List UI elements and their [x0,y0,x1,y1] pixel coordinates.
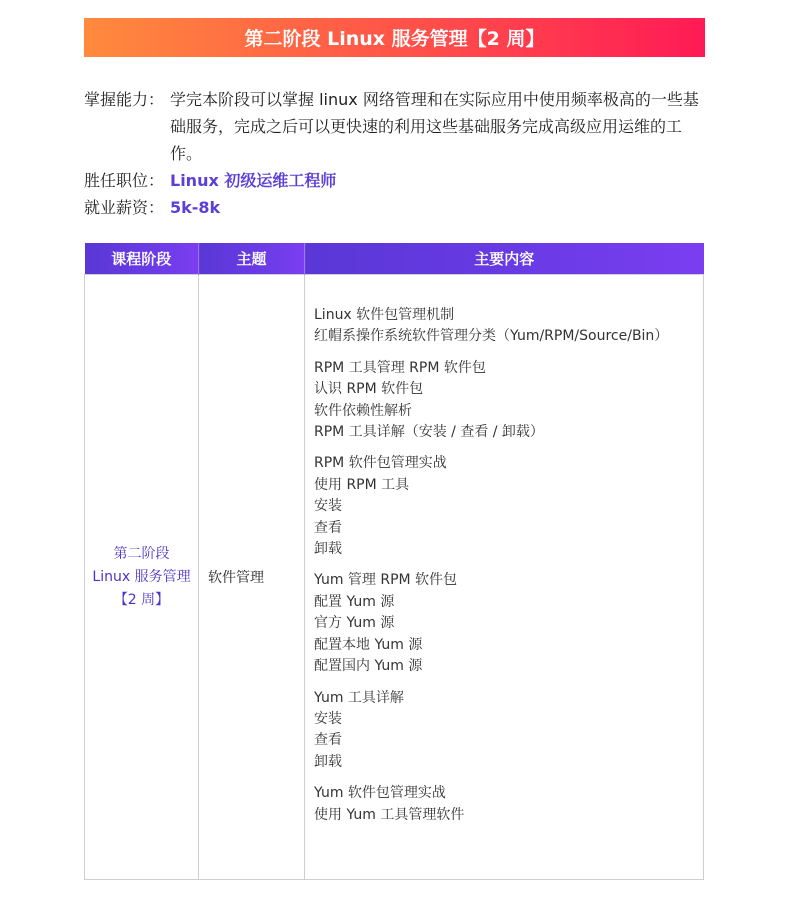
content-group [314,783,703,826]
content-line: Linux 软件包管理机制 [314,307,455,323]
table-row [85,275,704,880]
content-group [314,453,703,560]
content-line: RPM 工具管理 RPM 软件包 [314,359,486,376]
table-header-row [85,243,704,275]
content-line: 安装 [314,710,342,727]
content-line: 官方 Yum 源 [314,615,395,632]
salary-value: 5k-8k [170,198,221,217]
content-line: Yum 工具详解 [314,689,404,706]
ability-row [84,86,706,167]
position-label: 胜任职位： [84,171,165,190]
ability-label: 掌握能力： [84,90,165,109]
content-cell [305,275,704,880]
content-line: RPM 工具详解（安装 / 查看 / 卸载） [314,424,544,441]
content-line: 配置本地 Yum 源 [314,636,423,653]
position-value: Linux 初级运维工程师 [170,171,337,190]
content-line: 使用 RPM 工具 [314,476,410,493]
ability-text: 学完本阶段可以掌握 linux 网络管理和在实际应用中使用频率极高的一些基础服务，完成之后可以更快速的利用这些基础服务完成高级应用运维的工作。 [170,90,699,163]
content-group [314,570,703,677]
salary-row [84,194,706,221]
content-group [314,358,703,444]
content-line: 查看 [314,732,342,749]
content-line: 查看 [314,519,342,536]
topic-cell: 软件管理 [199,275,305,880]
content-group [314,688,703,774]
content-line: 红帽系操作系统软件管理分类（Yum/RPM/Source/Bin） [314,328,669,345]
content-line: 卸载 [314,541,342,558]
stage-banner [84,18,705,57]
info-section [84,86,706,221]
content-line: 使用 Yum 工具管理软件 [314,806,465,823]
stage-line: 第二阶段 [113,545,170,562]
stage-banner-title: 第二阶段 Linux 服务管理【2 周】 [244,28,545,50]
stage-cell [85,275,199,880]
content-line: Yum 管理 RPM 软件包 [314,572,458,589]
curriculum-table [84,243,704,880]
salary-label: 就业薪资： [84,198,165,217]
content-line: 配置国内 Yum 源 [314,658,423,675]
content-line: 安装 [314,498,342,515]
content-line: 认识 RPM 软件包 [314,381,424,398]
header-content: 主要内容 [305,243,704,275]
content-line: 软件依赖性解析 [314,402,412,419]
content-line: RPM 软件包管理实战 [314,455,447,472]
stage-line: 【2 周】 [113,591,170,608]
content-line: 卸载 [314,753,342,770]
content-line: Yum 软件包管理实战 [314,785,446,802]
position-row [84,167,706,194]
header-stage: 课程阶段 [85,243,199,275]
stage-line: Linux 服务管理 [92,568,191,585]
content-group [314,305,703,348]
content-line: 配置 Yum 源 [314,593,395,610]
header-topic: 主题 [199,243,305,275]
